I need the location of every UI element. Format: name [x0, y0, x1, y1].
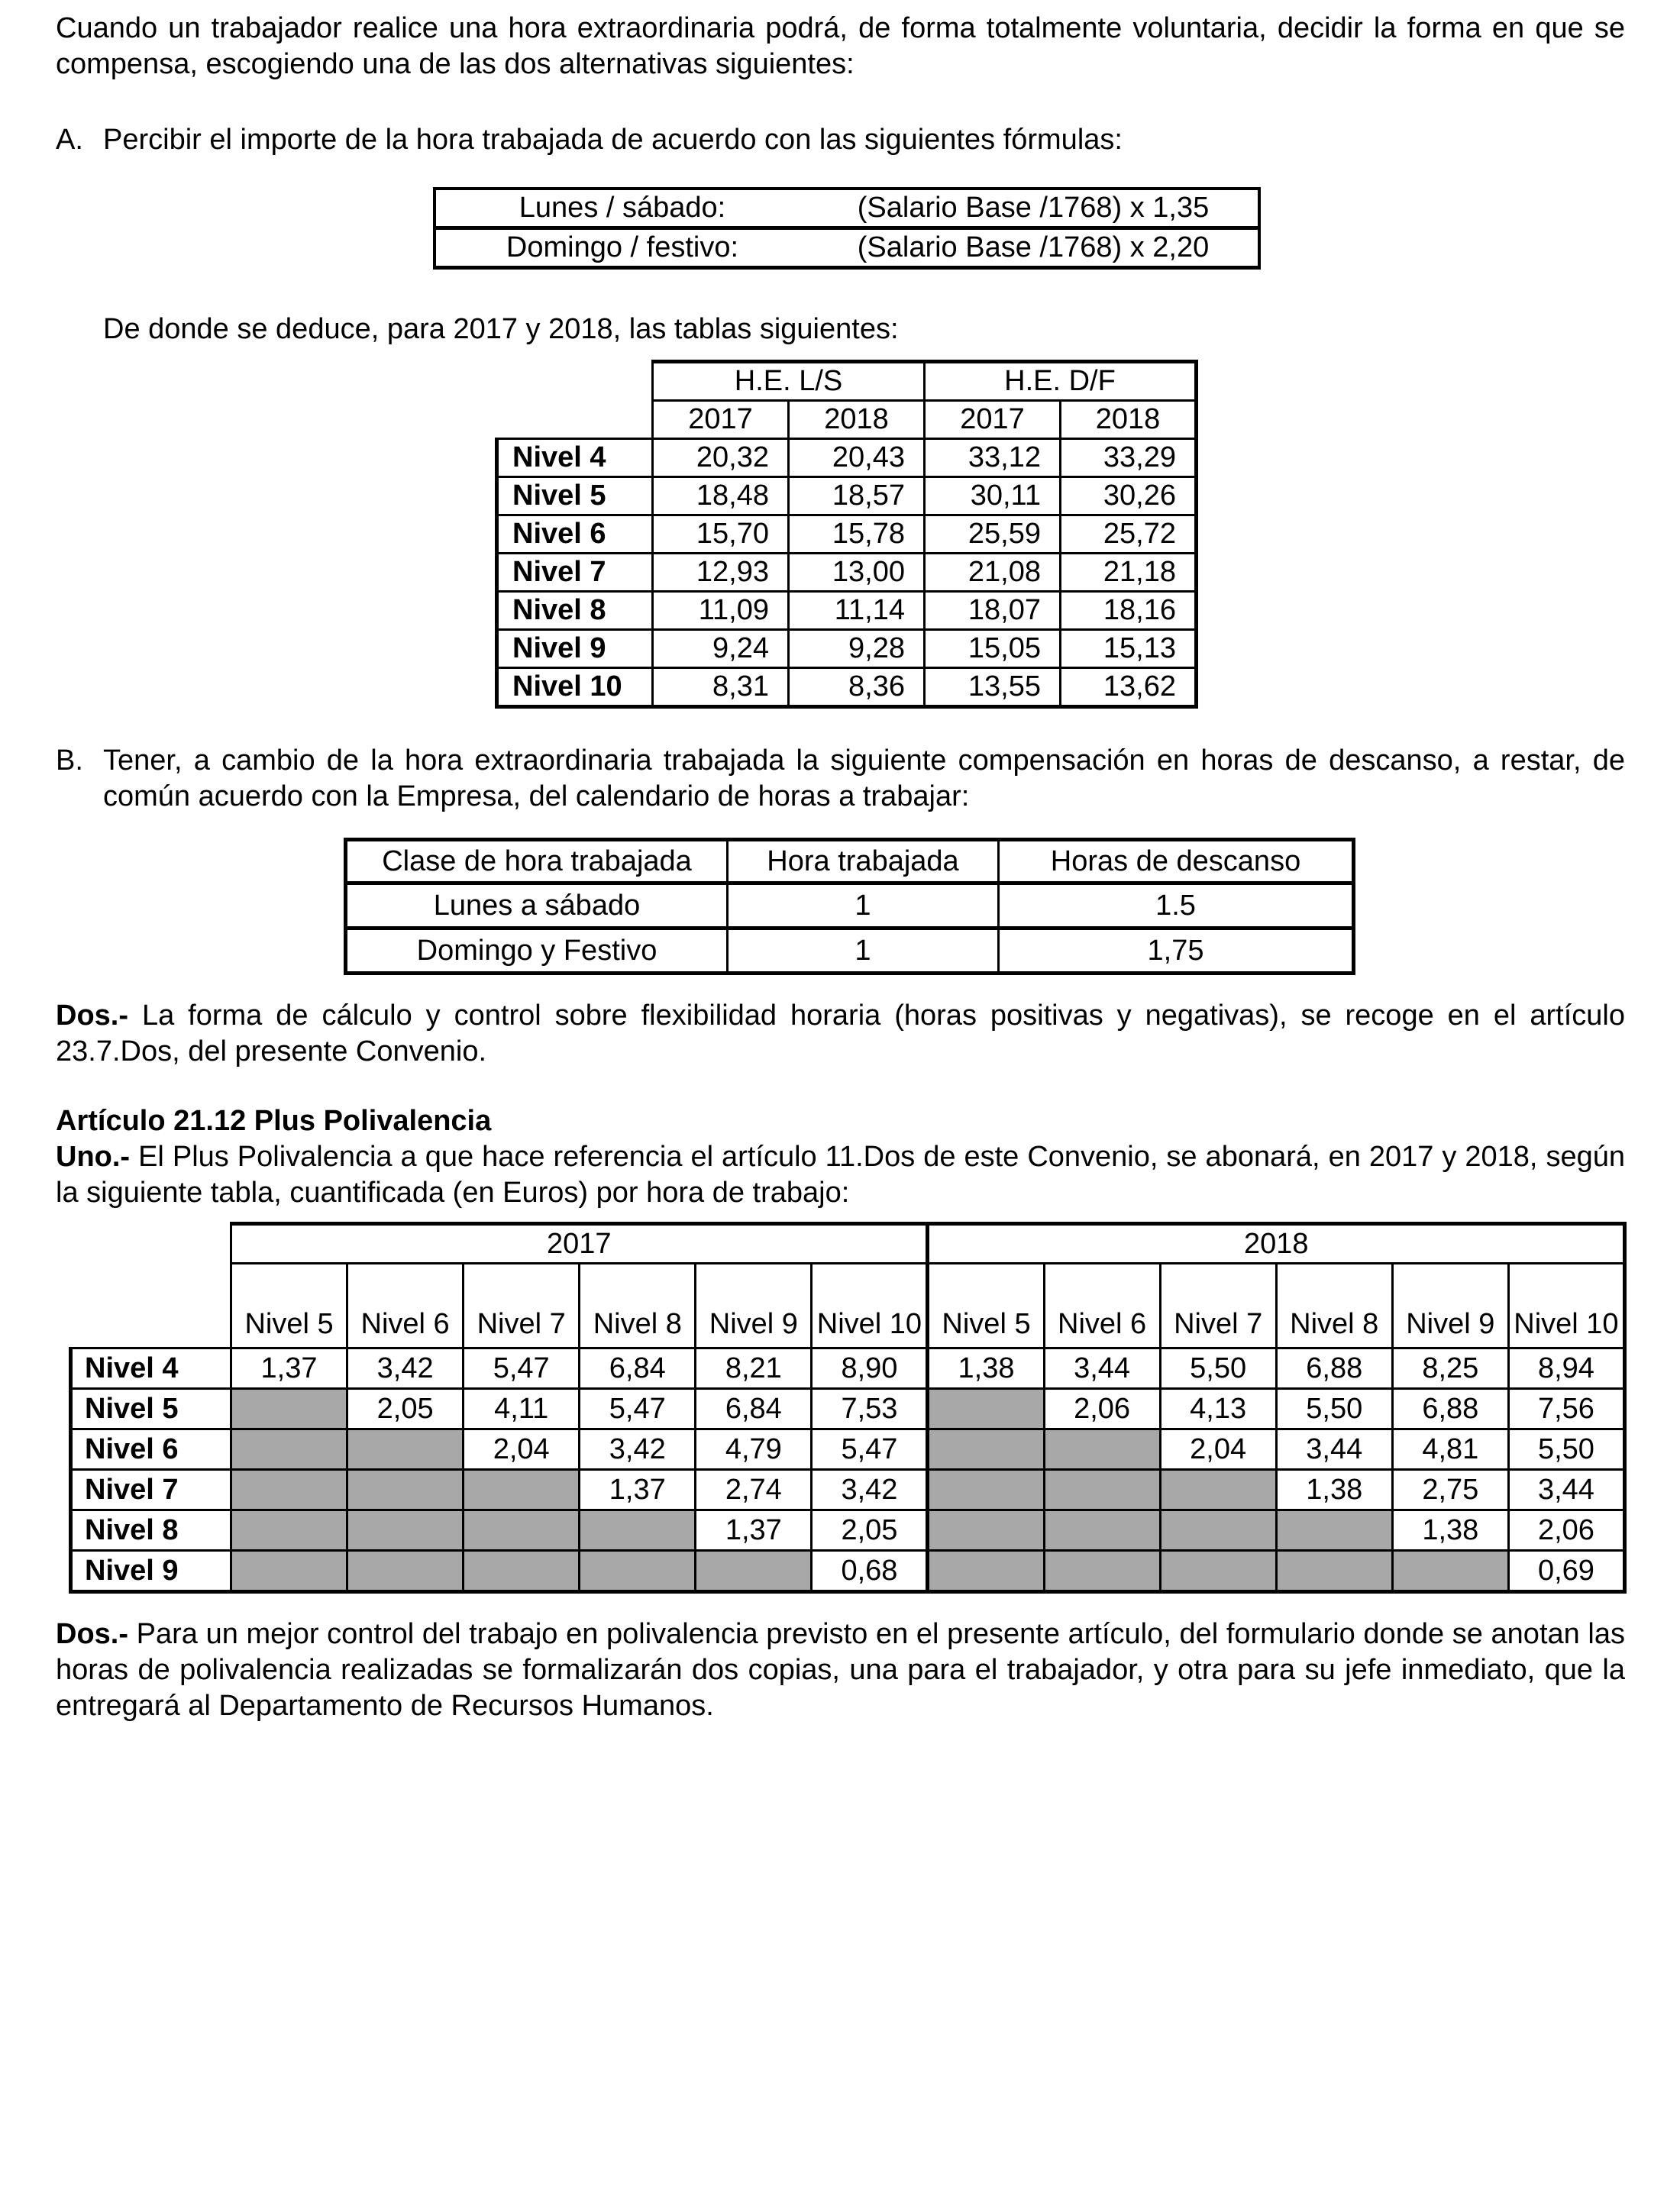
option-a-text: Percibir el importe de la hora trabajada de acuerdo con las siguientes fórmulas: — [103, 124, 1123, 156]
table-cell: 1,38 — [1276, 1470, 1392, 1510]
table-cell: 25,72 — [1061, 515, 1197, 554]
deduce-paragraph: De donde se deduce, para 2017 y 2018, las tablas siguientes: — [103, 313, 899, 345]
table-cell: 18,48 — [653, 477, 789, 515]
row-label: Nivel 5 — [71, 1389, 231, 1429]
articulo-heading: Artículo 21.12 Plus Polivalencia — [56, 1105, 492, 1137]
empty-gray-cell — [1276, 1551, 1392, 1592]
table-cell: 25,59 — [925, 515, 1061, 554]
table-cell: 21,08 — [925, 554, 1061, 592]
option-a-marker: A. — [56, 124, 83, 156]
empty-gray-cell — [231, 1510, 347, 1551]
empty-gray-cell — [1160, 1551, 1276, 1592]
column-header: Nivel 8 — [580, 1264, 696, 1348]
table-row — [71, 1389, 1625, 1429]
table-row — [497, 630, 1197, 668]
table-cell: 5,47 — [580, 1389, 696, 1429]
year-header: 2017 — [653, 401, 789, 439]
table-row — [71, 1224, 1625, 1264]
table-cell: 5,50 — [1508, 1429, 1624, 1470]
empty-gray-cell — [347, 1429, 464, 1470]
column-header: Nivel 5 — [231, 1264, 347, 1348]
dos-label: Dos.- — [56, 1000, 128, 1032]
row-label: Nivel 7 — [497, 554, 653, 592]
table-cell: 20,43 — [789, 439, 925, 477]
empty-gray-cell — [347, 1470, 464, 1510]
table-cell: 6,88 — [1276, 1348, 1392, 1389]
column-header: Nivel 8 — [1276, 1264, 1392, 1348]
row-label: Nivel 5 — [497, 477, 653, 515]
empty-corner-cell — [497, 401, 653, 439]
intro-paragraph: Cuando un trabajador realice una hora extraordinaria podrá, de forma totalmente voluntaria, decidir la forma en que se compensa, escogiendo una de las dos alternativas siguientes: — [56, 12, 1625, 80]
column-header: Nivel 9 — [1392, 1264, 1508, 1348]
table-cell: 33,29 — [1061, 439, 1197, 477]
empty-gray-cell — [231, 1470, 347, 1510]
table-cell: 15,78 — [789, 515, 925, 554]
column-header: Nivel 6 — [1044, 1264, 1160, 1348]
table-row — [71, 1348, 1625, 1389]
formula-label-cell: Domingo / festivo: — [506, 231, 739, 263]
table-cell: 1 — [728, 929, 999, 974]
empty-gray-cell — [1160, 1510, 1276, 1551]
column-header: Clase de hora trabajada — [346, 840, 728, 883]
year-2017-header: 2017 — [231, 1224, 928, 1264]
table-row — [497, 554, 1197, 592]
formula-value-cell: (Salario Base /1768) x 2,20 — [857, 231, 1210, 263]
empty-gray-cell — [928, 1470, 1044, 1510]
row-label: Nivel 8 — [497, 592, 653, 630]
column-header: Nivel 9 — [696, 1264, 812, 1348]
table-cell: 30,11 — [925, 477, 1061, 515]
table-cell: 20,32 — [653, 439, 789, 477]
table-cell: 3,44 — [1276, 1429, 1392, 1470]
year-header: 2018 — [1061, 401, 1197, 439]
table-cell: 6,88 — [1392, 1389, 1508, 1429]
column-header: Nivel 7 — [1160, 1264, 1276, 1348]
table-cell: 11,09 — [653, 592, 789, 630]
option-b-marker: B. — [56, 744, 83, 777]
descanso-table — [344, 838, 1355, 975]
empty-gray-cell — [464, 1510, 580, 1551]
plus-polivalencia-table — [69, 1222, 1627, 1594]
table-cell: 8,31 — [653, 668, 789, 707]
table-cell: 1,37 — [231, 1348, 347, 1389]
table-row — [497, 515, 1197, 554]
empty-gray-cell — [1044, 1510, 1160, 1551]
table-cell: 2,75 — [1392, 1470, 1508, 1510]
table-cell: 4,13 — [1160, 1389, 1276, 1429]
empty-gray-cell — [1276, 1510, 1392, 1551]
table-cell: 2,04 — [464, 1429, 580, 1470]
empty-gray-cell — [347, 1551, 464, 1592]
table-cell: 1,37 — [580, 1470, 696, 1510]
table-cell: 3,42 — [580, 1429, 696, 1470]
column-header: Nivel 7 — [464, 1264, 580, 1348]
table-cell: 11,14 — [789, 592, 925, 630]
table-cell: 7,56 — [1508, 1389, 1624, 1429]
empty-corner-cell — [71, 1224, 231, 1264]
empty-gray-cell — [231, 1551, 347, 1592]
table-cell: 15,70 — [653, 515, 789, 554]
table-cell: 1,75 — [999, 929, 1354, 974]
table-cell: 2,06 — [1508, 1510, 1624, 1551]
table-cell: 0,68 — [812, 1551, 928, 1592]
he-df-group-header: H.E. D/F — [925, 362, 1197, 401]
empty-gray-cell — [231, 1429, 347, 1470]
dos-label: Dos.- — [56, 1618, 128, 1650]
dos-flexibilidad-paragraph — [56, 998, 1625, 1070]
table-row — [346, 929, 1354, 974]
empty-corner-cell — [497, 362, 653, 401]
empty-gray-cell — [696, 1551, 812, 1592]
empty-gray-cell — [580, 1551, 696, 1592]
table-row — [71, 1264, 1625, 1348]
empty-gray-cell — [928, 1429, 1044, 1470]
table-cell: 4,11 — [464, 1389, 580, 1429]
table-cell: 18,07 — [925, 592, 1061, 630]
option-b-item — [56, 743, 1625, 815]
empty-gray-cell — [580, 1510, 696, 1551]
table-cell: 1.5 — [999, 883, 1354, 929]
empty-gray-cell — [928, 1389, 1044, 1429]
table-cell: 12,93 — [653, 554, 789, 592]
empty-gray-cell — [464, 1470, 580, 1510]
table-cell: 5,50 — [1160, 1348, 1276, 1389]
row-label: Nivel 10 — [497, 668, 653, 707]
row-label: Nivel 6 — [71, 1429, 231, 1470]
table-cell: 8,36 — [789, 668, 925, 707]
empty-gray-cell — [1044, 1429, 1160, 1470]
table-cell: 3,44 — [1508, 1470, 1624, 1510]
row-label: Nivel 4 — [71, 1348, 231, 1389]
formula-value-cell: (Salario Base /1768) x 1,35 — [857, 192, 1210, 224]
table-cell: 13,00 — [789, 554, 925, 592]
empty-gray-cell — [1160, 1470, 1276, 1510]
uno-text: El Plus Polivalencia a que hace referencia el artículo 11.Dos de este Convenio, se abonará, en 2017 y 2018, según la siguiente tabla, cuantificada (en Euros) por hora de trabajo: — [56, 1141, 1625, 1209]
table-cell: 3,42 — [812, 1470, 928, 1510]
table-cell: 2,05 — [347, 1389, 464, 1429]
table-row — [435, 189, 1259, 228]
table-cell: 9,28 — [789, 630, 925, 668]
table-row — [346, 883, 1354, 929]
table-cell: 3,42 — [347, 1348, 464, 1389]
table-row — [497, 439, 1197, 477]
table-cell: 18,57 — [789, 477, 925, 515]
table-cell: Lunes a sábado — [346, 883, 728, 929]
empty-gray-cell — [231, 1389, 347, 1429]
table-cell: 5,47 — [464, 1348, 580, 1389]
formulas-table — [433, 187, 1261, 270]
table-row — [435, 228, 1259, 268]
table-row — [497, 362, 1197, 401]
table-cell: 2,74 — [696, 1470, 812, 1510]
option-b-text: Tener, a cambio de la hora extraordinaria trabajada la siguiente compensación en horas de descanso, a restar, de común acuerdo con la Empresa, del calendario de horas a trabajar: — [103, 744, 1625, 812]
table-cell: 15,05 — [925, 630, 1061, 668]
table-cell: 8,90 — [812, 1348, 928, 1389]
row-label: Nivel 9 — [71, 1551, 231, 1592]
uno-paragraph — [56, 1139, 1625, 1211]
empty-gray-cell — [928, 1510, 1044, 1551]
table-cell: 6,84 — [696, 1389, 812, 1429]
table-cell: 13,55 — [925, 668, 1061, 707]
table-cell: 9,24 — [653, 630, 789, 668]
table-cell: 7,53 — [812, 1389, 928, 1429]
table-row — [497, 477, 1197, 515]
table-row — [71, 1429, 1625, 1470]
table-cell: 2,05 — [812, 1510, 928, 1551]
table-row — [71, 1551, 1625, 1592]
column-header: Nivel 10 — [812, 1264, 928, 1348]
table-cell: 13,62 — [1061, 668, 1197, 707]
table-cell: 1,38 — [928, 1348, 1044, 1389]
table-cell: 6,84 — [580, 1348, 696, 1389]
column-header: Hora trabajada — [728, 840, 999, 883]
table-cell: 2,04 — [1160, 1429, 1276, 1470]
he-rates-table — [495, 360, 1198, 709]
empty-gray-cell — [1044, 1470, 1160, 1510]
table-cell: 30,26 — [1061, 477, 1197, 515]
table-cell: 3,44 — [1044, 1348, 1160, 1389]
table-row — [497, 592, 1197, 630]
table-cell: 18,16 — [1061, 592, 1197, 630]
table-cell: 8,21 — [696, 1348, 812, 1389]
table-cell: 33,12 — [925, 439, 1061, 477]
table-cell: 4,79 — [696, 1429, 812, 1470]
table-cell: 5,50 — [1276, 1389, 1392, 1429]
table-row — [346, 840, 1354, 883]
column-header: Nivel 10 — [1508, 1264, 1624, 1348]
table-row — [497, 668, 1197, 707]
year-2018-header: 2018 — [928, 1224, 1625, 1264]
table-cell: 4,81 — [1392, 1429, 1508, 1470]
table-cell: 2,06 — [1044, 1389, 1160, 1429]
empty-corner-cell — [71, 1264, 231, 1348]
column-header: Nivel 5 — [928, 1264, 1044, 1348]
he-ls-group-header: H.E. L/S — [653, 362, 925, 401]
year-header: 2017 — [925, 401, 1061, 439]
table-cell: Domingo y Festivo — [346, 929, 728, 974]
table-cell: 15,13 — [1061, 630, 1197, 668]
table-cell: 1,38 — [1392, 1510, 1508, 1551]
row-label: Nivel 8 — [71, 1510, 231, 1551]
empty-gray-cell — [1392, 1551, 1508, 1592]
formula-label-cell: Lunes / sábado: — [519, 192, 726, 224]
column-header: Nivel 6 — [347, 1264, 464, 1348]
table-cell: 1 — [728, 883, 999, 929]
option-a-item — [56, 122, 1625, 158]
year-header: 2018 — [789, 401, 925, 439]
row-label: Nivel 6 — [497, 515, 653, 554]
row-label: Nivel 7 — [71, 1470, 231, 1510]
empty-gray-cell — [1044, 1551, 1160, 1592]
table-cell: 1,37 — [696, 1510, 812, 1551]
table-row — [71, 1510, 1625, 1551]
dos-polivalencia-paragraph — [56, 1616, 1625, 1724]
table-row — [497, 401, 1197, 439]
table-cell: 21,18 — [1061, 554, 1197, 592]
column-header: Horas de descanso — [999, 840, 1354, 883]
table-cell: 5,47 — [812, 1429, 928, 1470]
table-cell: 0,69 — [1508, 1551, 1624, 1592]
row-label: Nivel 4 — [497, 439, 653, 477]
empty-gray-cell — [928, 1551, 1044, 1592]
empty-gray-cell — [464, 1551, 580, 1592]
dos-text: Para un mejor control del trabajo en polivalencia previsto en el presente artículo, del formulario donde se anotan las horas de polivalencia realizadas se formalizarán dos copias, una para el trabajador, y otra para su jefe inmediato, que la entregará al Departamento de Recursos Humanos. — [56, 1618, 1625, 1722]
dos-text: La forma de cálculo y control sobre flexibilidad horaria (horas positivas y negativas), se recoge en el artículo 23.7.Dos, del presente Convenio. — [56, 1000, 1625, 1067]
uno-label: Uno.- — [56, 1141, 131, 1173]
row-label: Nivel 9 — [497, 630, 653, 668]
table-cell: 8,94 — [1508, 1348, 1624, 1389]
empty-gray-cell — [347, 1510, 464, 1551]
table-cell: 8,25 — [1392, 1348, 1508, 1389]
table-row — [71, 1470, 1625, 1510]
